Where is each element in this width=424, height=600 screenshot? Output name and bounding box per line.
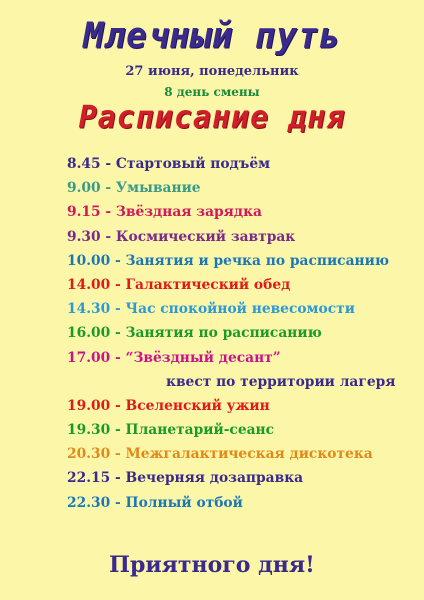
schedule-item-text: 14.30 - Час спокойной невесомости — [67, 301, 355, 318]
schedule-item — [0, 297, 424, 321]
footer-greeting: Приятного дня! — [109, 552, 315, 578]
schedule-item-text: 19.30 - Планетарий-сеанс — [67, 422, 275, 439]
schedule-item-text: квест по территории лагеря — [166, 373, 396, 390]
schedule-item — [0, 200, 424, 224]
schedule-item — [0, 225, 424, 249]
schedule-item — [0, 370, 424, 394]
schedule-item — [0, 176, 424, 200]
schedule-item-text: 9.00 - Умывание — [67, 180, 201, 197]
schedule-item-text: 10.00 - Занятия и речка по расписанию — [67, 252, 390, 269]
shift-day-line: 8 день смены — [164, 85, 260, 99]
schedule-item-text: 22.15 - Вечерняя дозаправка — [67, 470, 304, 487]
date-line: 27 июня, понедельник — [125, 64, 299, 79]
schedule-item-text: 8.45 - Стартовый подъём — [67, 156, 271, 172]
page-title: Млечный путь — [83, 15, 341, 57]
schedule-list — [0, 152, 424, 515]
schedule-item — [0, 273, 424, 297]
schedule-item — [0, 249, 424, 273]
schedule-item-text: 16.00 - Занятия по расписанию — [67, 325, 322, 342]
schedule-item-text: 9.30 - Космический завтрак — [67, 228, 296, 245]
schedule-item-text: 9.15 - Звёздная зарядка — [67, 204, 262, 221]
schedule-item — [0, 394, 424, 418]
schedule-item — [0, 442, 424, 466]
schedule-item — [0, 491, 424, 515]
schedule-item-text: 20.30 - Межгалактическая дискотека — [67, 446, 373, 463]
schedule-item — [0, 321, 424, 345]
schedule-item — [0, 346, 424, 370]
schedule-item-text: 19.00 - Вселенский ужин — [67, 397, 270, 414]
schedule-title: Расписание дня — [78, 99, 346, 136]
schedule-item — [0, 466, 424, 490]
schedule-item-text: 17.00 - “Звёздный десант” — [67, 349, 281, 366]
schedule-item — [0, 418, 424, 442]
schedule-item — [0, 152, 424, 176]
schedule-item-text: 14.00 - Галактический обед — [67, 276, 291, 293]
schedule-item-text: 22.30 - Полный отбой — [67, 494, 243, 511]
